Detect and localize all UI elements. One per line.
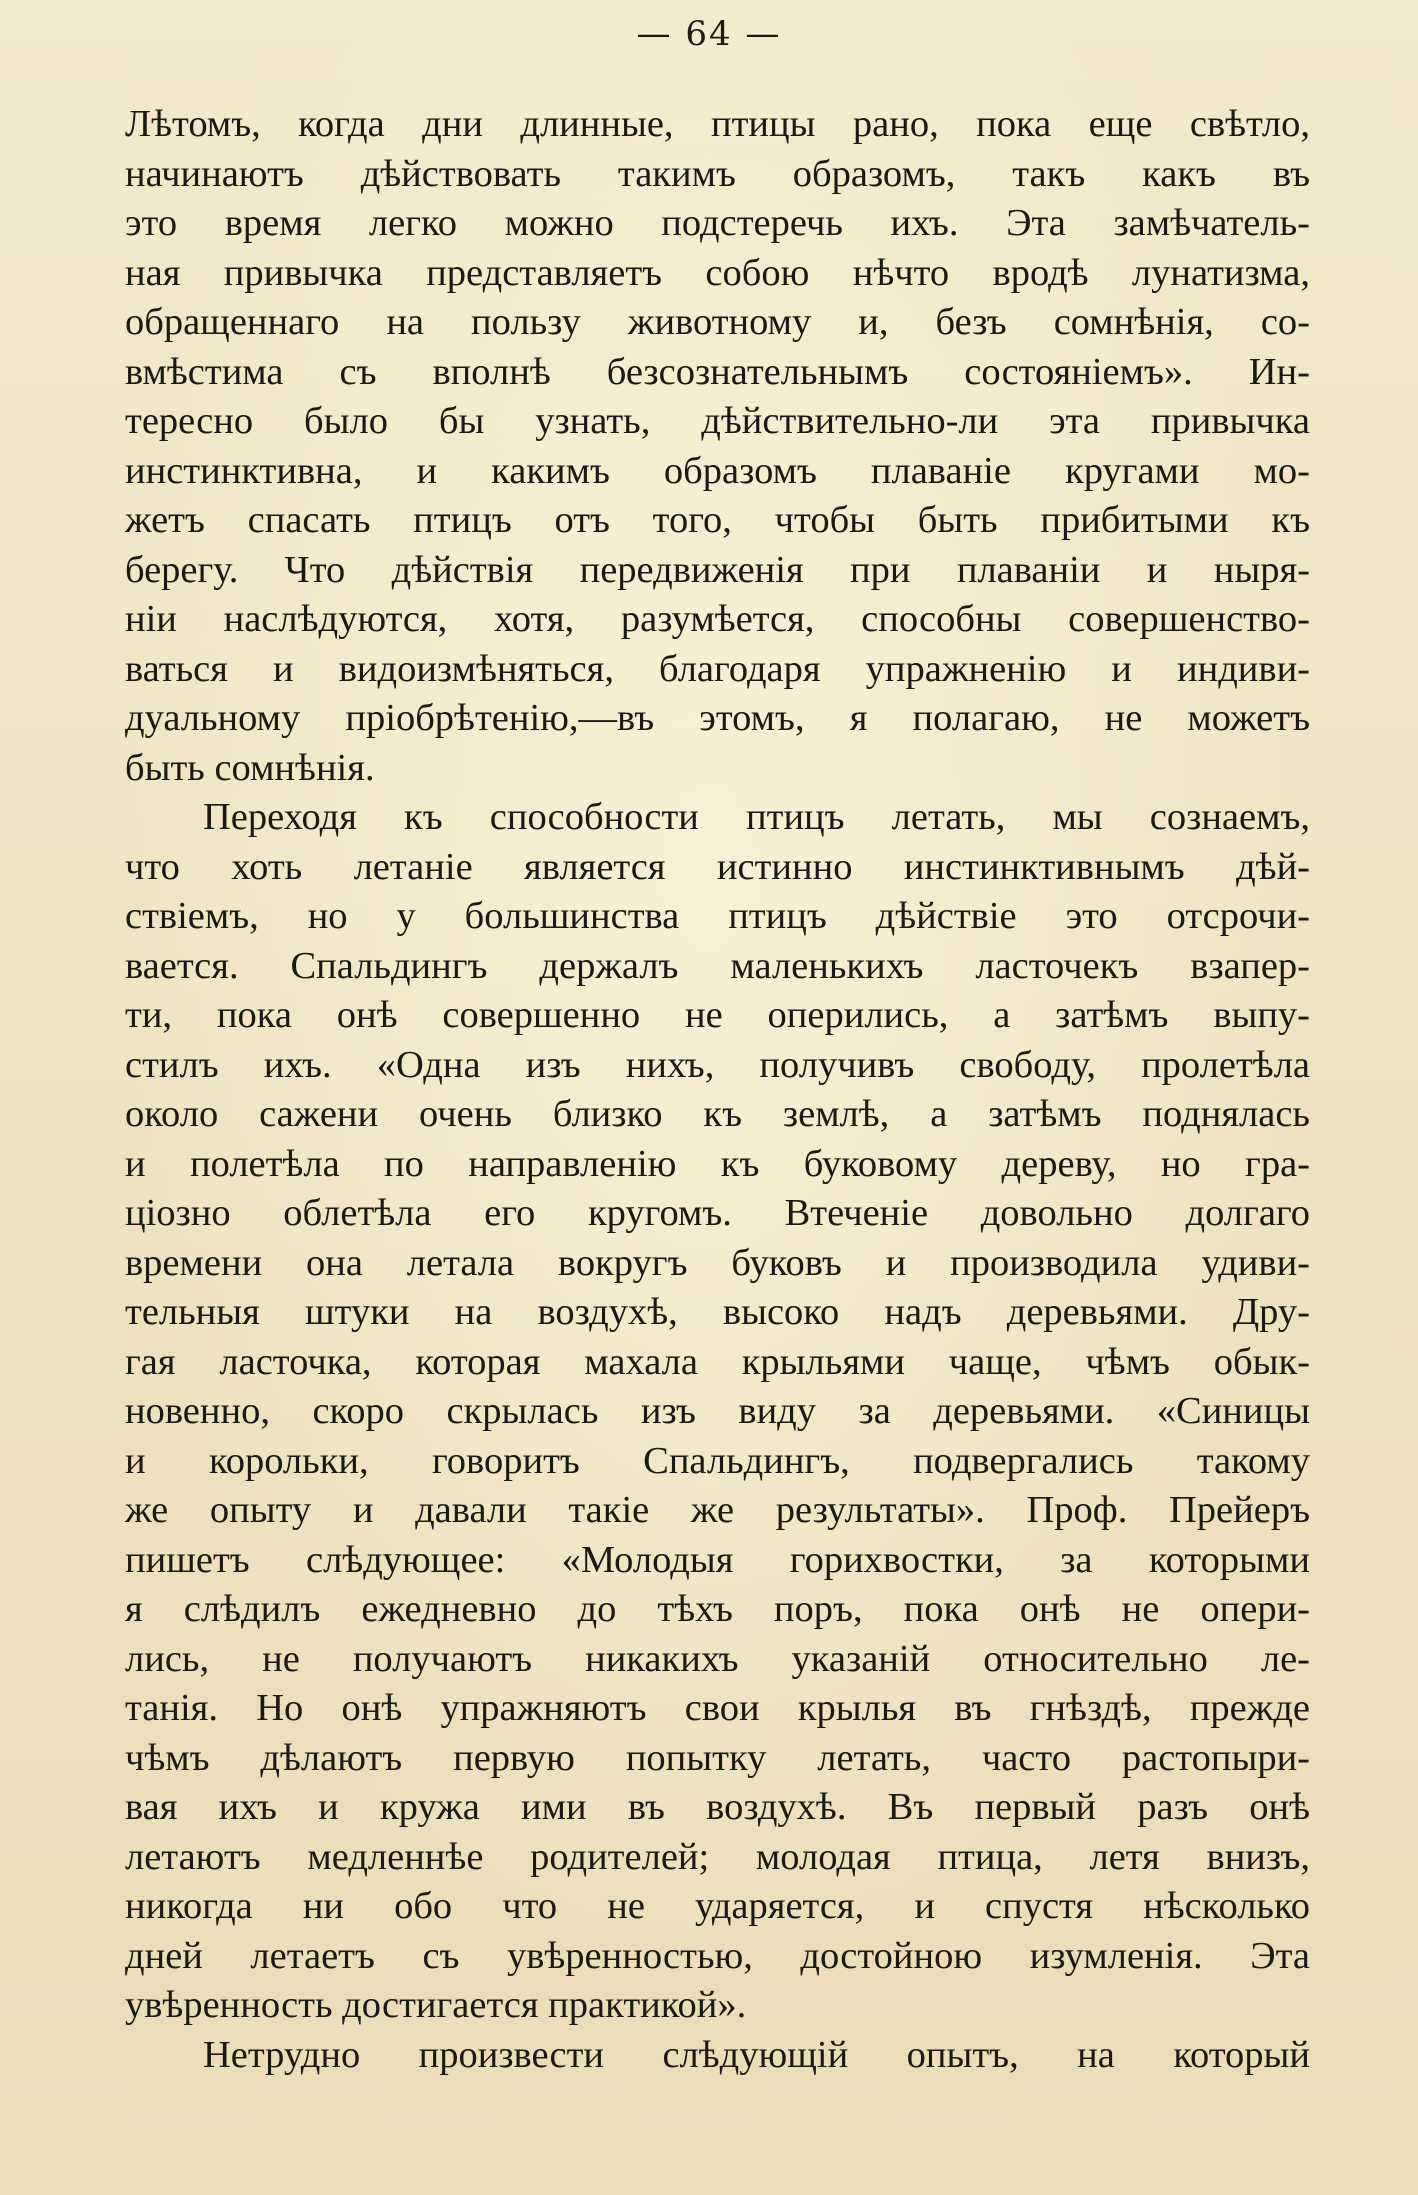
text-line: и полетѣла по направленію къ буковому дереву, но гра-	[125, 1142, 1310, 1185]
text-line: Нетрудно произвести слѣдующій опытъ, на который	[203, 2033, 1310, 2076]
text-line: дней летаетъ съ увѣренностью, достойною изумленія. Эта	[125, 1934, 1310, 1977]
text-line: жетъ спасать птицъ отъ того, чтобы быть прибитыми къ	[125, 499, 1310, 541]
text-line: ствіемъ, но у большинства птицъ дѣйствіе это отсрочи-	[125, 895, 1310, 937]
text-line: лись, не получаютъ никакихъ указаній относительно ле-	[125, 1637, 1310, 1680]
paragraph-2	[125, 793, 1310, 2031]
text-line: быть сомнѣнія.	[125, 746, 375, 789]
text-line: тересно было бы узнать, дѣйствительно-ли эта привычка	[125, 400, 1310, 442]
text-line: стилъ ихъ. «Одна изъ нихъ, получивъ свободу, пролетѣла	[125, 1043, 1310, 1086]
paragraph-1	[125, 100, 1310, 793]
text-line: чѣмъ дѣлаютъ первую попытку летать, часто растопыри-	[125, 1736, 1310, 1779]
text-line: инстинктивна, и какимъ образомъ плаваніе кругами мо-	[125, 449, 1310, 492]
text-line: начинаютъ дѣйствовать такимъ образомъ, такъ какъ въ	[125, 152, 1310, 195]
text-line: танія. Но онѣ упражняютъ свои крылья въ гнѣздѣ, прежде	[125, 1687, 1310, 1729]
text-line: вая ихъ и кружа ими въ воздухѣ. Въ первый разъ онѣ	[125, 1786, 1310, 1828]
text-line: никогда ни обо что не ударяется, и спустя нѣсколько	[125, 1885, 1310, 1927]
text-line: дуальному пріобрѣтенію,—въ этомъ, я полагаю, не можетъ	[125, 697, 1310, 739]
text-line: Лѣтомъ, когда дни длинные, птицы рано, пока еще свѣтло,	[125, 103, 1310, 145]
text-line: вается. Спальдингъ держалъ маленькихъ ласточекъ взапер-	[125, 944, 1310, 987]
text-line: ціозно облетѣла его кругомъ. Втеченіе довольно долгаго	[125, 1192, 1310, 1234]
text-line: же опыту и давали такіе же результаты». Проф. Прейеръ	[125, 1489, 1310, 1531]
text-line: что хоть летаніе является истинно инстинктивнымъ дѣй-	[125, 845, 1310, 888]
paragraph-3	[125, 2031, 1310, 2081]
text-line: это время легко можно подстеречь ихъ. Эта замѣчатель-	[125, 202, 1310, 244]
text-line: пишетъ слѣдующее: «Молодыя горихвостки, за которыми	[125, 1538, 1310, 1581]
text-line: ная привычка представляетъ собою нѣчто вродѣ лунатизма,	[125, 251, 1310, 294]
page-number: — 64 —	[636, 14, 782, 54]
text-line: вмѣстима съ вполнѣ безсознательнымъ состояніемъ». Ин-	[125, 350, 1310, 393]
text-line: увѣренность достигается практикой».	[125, 1984, 747, 2026]
text-line: времени она летала вокругъ буковъ и производила удиви-	[125, 1241, 1310, 1284]
text-line: я слѣдилъ ежедневно до тѣхъ поръ, пока онѣ не опери-	[125, 1588, 1310, 1630]
text-line: около сажени очень близко къ землѣ, а затѣмъ поднялась	[125, 1093, 1310, 1135]
text-line: берегу. Что дѣйствія передвиженія при плаваніи и ныря-	[125, 548, 1310, 591]
text-line: обращеннаго на пользу животному и, безъ сомнѣнія, со-	[125, 301, 1310, 343]
text-line: Переходя къ способности птицъ летать, мы сознаемъ,	[203, 796, 1310, 838]
body-text	[125, 100, 1310, 2080]
text-line: новенно, скоро скрылась изъ виду за деревьями. «Синицы	[125, 1390, 1310, 1432]
text-line: ваться и видоизмѣняться, благодаря упражненію и индиви-	[125, 647, 1310, 690]
text-line: летаютъ медленнѣе родителей; молодая птица, летя внизъ,	[125, 1835, 1310, 1878]
text-line: гая ласточка, которая махала крыльями чаще, чѣмъ обык-	[125, 1340, 1310, 1383]
text-line: ти, пока онѣ совершенно не оперились, а затѣмъ выпу-	[125, 994, 1310, 1036]
text-line: тельныя штуки на воздухѣ, высоко надъ деревьями. Дру-	[125, 1291, 1310, 1333]
text-line: ніи наслѣдуются, хотя, разумѣется, способны совершенство-	[125, 598, 1310, 640]
text-line: и корольки, говоритъ Спальдингъ, подвергались такому	[125, 1439, 1310, 1482]
